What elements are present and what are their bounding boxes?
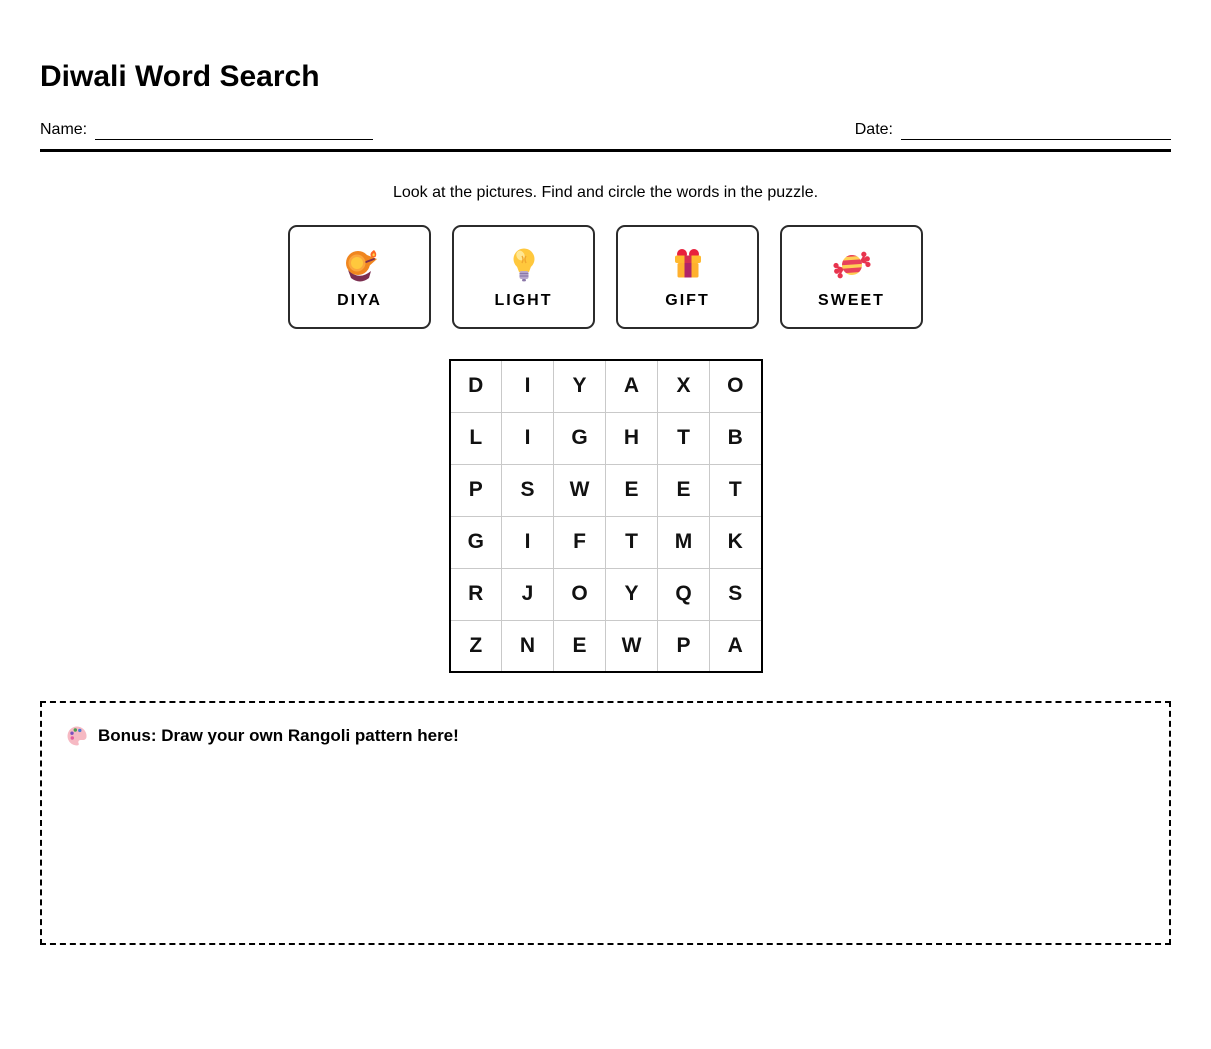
bonus-box <box>40 701 1171 945</box>
artist-palette-icon <box>66 725 88 747</box>
grid-cell[interactable]: W <box>554 464 606 516</box>
grid-cell[interactable]: X <box>658 360 710 412</box>
grid-cell[interactable]: H <box>606 412 658 464</box>
grid-cell[interactable]: F <box>554 516 606 568</box>
grid-row <box>450 360 762 412</box>
grid-cell[interactable]: B <box>710 412 762 464</box>
name-label: Name: <box>40 121 88 138</box>
rangoli-drawing-area[interactable] <box>66 747 1145 907</box>
diya-lamp-icon <box>340 245 380 285</box>
grid-row <box>450 516 762 568</box>
worksheet-page <box>0 60 1211 1049</box>
word-card-light <box>452 225 595 329</box>
grid-cell[interactable]: T <box>606 516 658 568</box>
grid-cell[interactable]: Q <box>658 568 710 620</box>
grid-cell[interactable]: I <box>502 360 554 412</box>
grid-cell[interactable]: G <box>450 516 502 568</box>
word-card-diya <box>288 225 431 329</box>
date-label: Date: <box>854 121 893 138</box>
grid-cell[interactable]: M <box>658 516 710 568</box>
grid-cell[interactable]: E <box>554 620 606 672</box>
grid-cell[interactable]: S <box>502 464 554 516</box>
grid-cell[interactable]: G <box>554 412 606 464</box>
grid-cell[interactable]: N <box>502 620 554 672</box>
word-search-grid <box>449 359 763 673</box>
word-card-gift <box>616 225 759 329</box>
candy-icon <box>832 245 872 285</box>
grid-cell[interactable]: I <box>502 516 554 568</box>
grid-cell[interactable]: T <box>710 464 762 516</box>
bonus-text: Bonus: Draw your own Rangoli pattern here! <box>98 726 459 745</box>
grid-cell[interactable]: T <box>658 412 710 464</box>
gift-icon <box>668 245 708 285</box>
grid-cell[interactable]: A <box>710 620 762 672</box>
word-card-label: SWEET <box>818 291 885 309</box>
name-date-row <box>40 120 1171 140</box>
grid-row <box>450 620 762 672</box>
grid-cell[interactable]: O <box>710 360 762 412</box>
grid-cell[interactable]: Y <box>554 360 606 412</box>
page-title: Diwali Word Search <box>40 60 320 93</box>
grid-cell[interactable]: P <box>658 620 710 672</box>
word-card-label: GIFT <box>665 291 710 309</box>
grid-cell[interactable]: I <box>502 412 554 464</box>
grid-cell[interactable]: E <box>606 464 658 516</box>
grid-cell[interactable]: A <box>606 360 658 412</box>
light-bulb-icon <box>504 245 544 285</box>
grid-cell[interactable]: O <box>554 568 606 620</box>
name-field <box>40 120 373 140</box>
grid-cell[interactable]: Y <box>606 568 658 620</box>
grid-row <box>450 464 762 516</box>
grid-cell[interactable]: P <box>450 464 502 516</box>
grid-cell[interactable]: S <box>710 568 762 620</box>
word-card-sweet <box>780 225 923 329</box>
grid-cell[interactable]: J <box>502 568 554 620</box>
word-card-label: LIGHT <box>494 291 553 309</box>
grid-row <box>450 412 762 464</box>
grid-cell[interactable]: W <box>606 620 658 672</box>
grid-cell[interactable]: K <box>710 516 762 568</box>
grid-cell[interactable]: Z <box>450 620 502 672</box>
name-input-line[interactable] <box>95 122 373 140</box>
date-field <box>855 120 1171 140</box>
header-divider <box>40 149 1171 152</box>
date-input-line[interactable] <box>901 122 1171 140</box>
grid-cell[interactable]: L <box>450 412 502 464</box>
word-cards-row <box>40 225 1171 329</box>
grid-cell[interactable]: E <box>658 464 710 516</box>
grid-cell[interactable]: R <box>450 568 502 620</box>
instruction-text: Look at the pictures. Find and circle the words in the puzzle. <box>392 184 819 201</box>
grid-cell[interactable]: D <box>450 360 502 412</box>
bonus-title <box>66 725 1145 747</box>
word-card-label: DIYA <box>337 291 382 309</box>
grid-row <box>450 568 762 620</box>
